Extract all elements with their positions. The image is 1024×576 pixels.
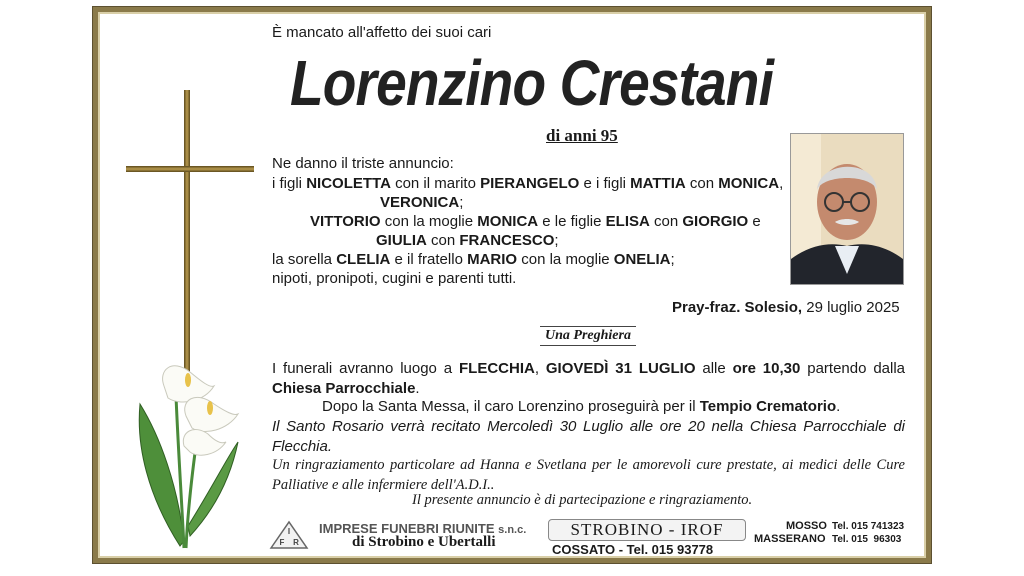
company-name: IMPRESE FUNEBRI RIUNITE s.n.c. [319, 521, 527, 536]
announce-line-1: Ne danno il triste annuncio: [272, 155, 454, 172]
brand-box: STROBINO - IROF [548, 519, 746, 541]
deceased-photo [790, 133, 904, 285]
company-logo [267, 520, 311, 550]
cross-horizontal [126, 166, 254, 172]
announce-line-6: la sorella CLELIA e il fratello MARIO con la moglie ONELIA; [272, 251, 675, 268]
after-mass-info: Dopo la Santa Messa, il caro Lorenzino proseguirà per il Tempio Crematorio. [322, 398, 841, 415]
svg-text:R: R [293, 538, 299, 547]
deceased-age: di anni 95 [546, 126, 618, 145]
funeral-info: I funerali avranno luogo a FLECCHIA, GIOVEDÌ 31 LUGLIO alle ore 10,30 partendo dalla Chiesa Parrocchiale. [272, 360, 906, 397]
mosso-phone: Tel. 015 741323 [832, 521, 905, 532]
place-date: Pray-fraz. Solesio, 29 luglio 2025 [672, 299, 900, 316]
lily-flower [183, 430, 226, 456]
prayer-title: Una Preghiera [540, 326, 636, 346]
cross-vertical [184, 90, 190, 390]
svg-text:F: F [279, 538, 285, 547]
svg-text:I: I [287, 527, 291, 536]
masserano-label: MASSERANO [754, 533, 826, 545]
mosso-label: MOSSO [786, 520, 827, 532]
deceased-name: Lorenzino Crestani [290, 47, 773, 119]
announce-line-2: i figli NICOLETTA con il marito PIERANGELO e i figli MATTIA con MONICA, [272, 175, 784, 192]
company-owners: di Strobino e Ubertalli [352, 534, 496, 550]
cross-lily-decoration [118, 86, 268, 556]
announce-line-3: VERONICA; [380, 194, 464, 211]
announce-line-4: VITTORIO con la moglie MONICA e le figlie ELISA con GIORGIO e [310, 213, 761, 230]
thanks-text: Un ringraziamento particolare ad Hanna e Svetlana per le amorevoli cure prestate, ai medici delle Cure Palliative e alle infermiere dell'A.D.I.. [272, 457, 905, 493]
announce-line-5: GIULIA con FRANCESCO; [376, 232, 559, 249]
cossato-phone: COSSATO - Tel. 015 93778 [552, 542, 714, 557]
portrait-image [791, 134, 903, 284]
intro-text: È mancato all'affetto dei suoi cari [272, 24, 492, 41]
announce-line-7: nipoti, pronipoti, cugini e parenti tutti. [272, 270, 517, 287]
masserano-phone: Tel. 015 96303 [832, 534, 902, 545]
rosary-info: Il Santo Rosario verrà recitato Mercoledì 30 Luglio alle ore 20 nella Chiesa Parrocchiale di Flecchia. [272, 418, 905, 455]
announcement-note: Il presente annuncio è di partecipazione e ringraziamento. [412, 492, 753, 508]
